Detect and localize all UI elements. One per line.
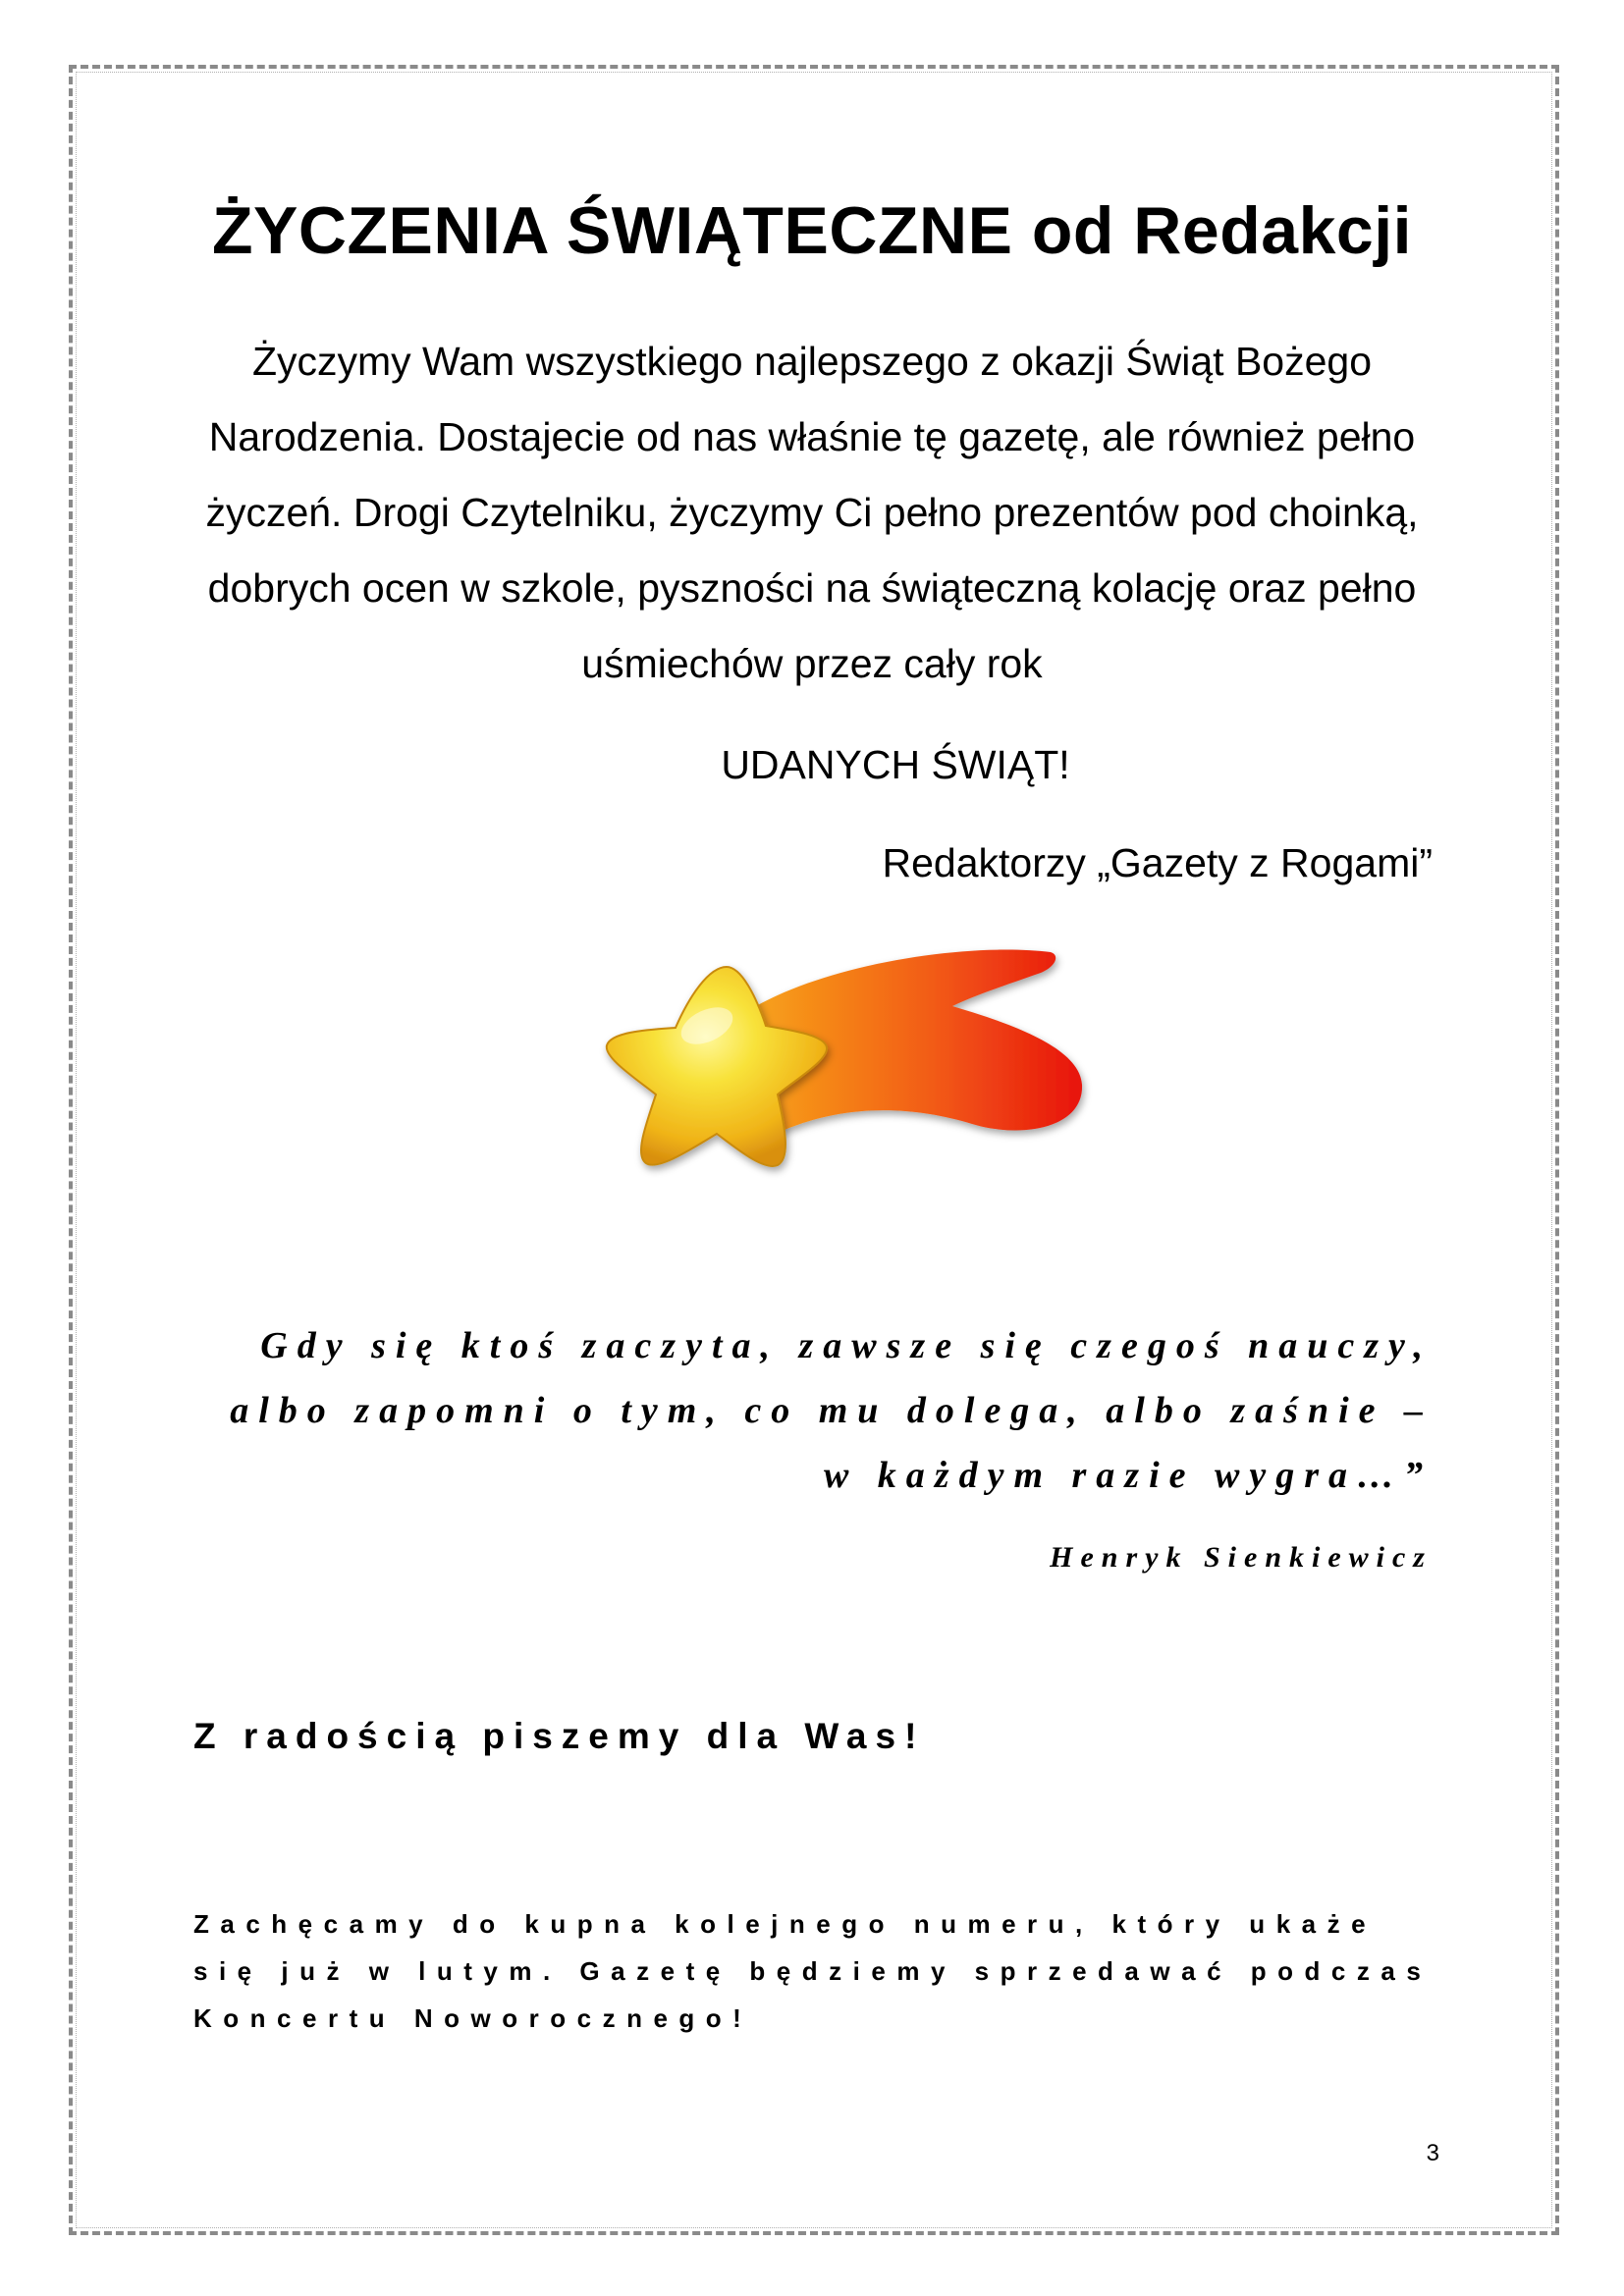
closing-greeting: UDANYCH ŚWIĄT!: [721, 742, 1070, 787]
shooting-star-icon: [560, 937, 1100, 1202]
page-title: ŻYCZENIA ŚWIĄTECZNE od Redakcji: [212, 193, 1412, 268]
editors-signature: Redaktorzy „Gazety z Rogami”: [882, 840, 1433, 885]
wishes-paragraph: Życzymy Wam wszystkiego najlepszego z okazji Świąt Bożego Narodzenia. Dostajecie od nas właśnie tę gazetę, ale również pełno życzeń. Drogi Czytelniku, życzymy Ci pełno prezentów pod choinką, dobrych ocen w szkole, pyszności na świąteczną kolację oraz pełno uśmiechów przez cały rok: [205, 339, 1419, 686]
quote-author: Henryk Sienkiewicz: [1050, 1541, 1433, 1574]
next-issue-notice: Zachęcamy do kupna kolejnego numeru, który ukaże się już w lutym. Gazetę będziemy sprzedawać podczas Koncertu Noworocznego!: [193, 1909, 1433, 2033]
page-number: 3: [1426, 2140, 1439, 2166]
slogan: Z radością piszemy dla Was!: [193, 1716, 926, 1756]
sienkiewicz-quote: Gdy się ktoś zaczyta, zawsze się czegoś nauczy, albo zapomni o tym, co mu dolega, albo zaśnie – w każdym razie wygra…”: [230, 1325, 1433, 1496]
